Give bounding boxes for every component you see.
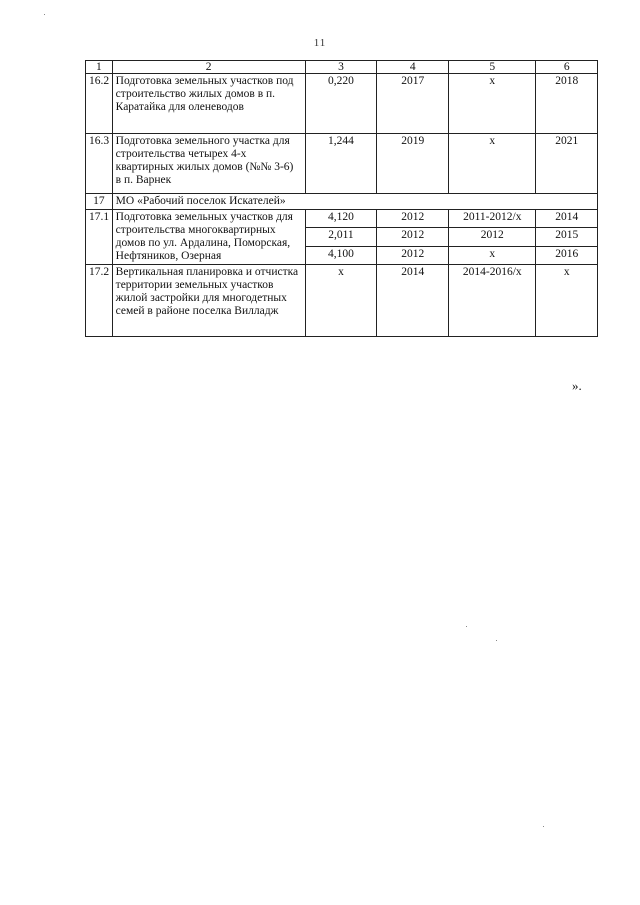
- data-table: [85, 60, 598, 337]
- row-period: х: [449, 74, 536, 134]
- header-col-2: 2: [112, 61, 305, 74]
- scan-speck: [44, 14, 45, 15]
- header-col-5: 5: [449, 61, 536, 74]
- row-end: 2014: [536, 210, 598, 228]
- row-period: 2014-2016/х: [449, 265, 536, 337]
- row-description: Подготовка земельных участков для строительства многоквартирных домов по ул. Ардалина, Поморская, Нефтяников, Озерная: [112, 210, 305, 265]
- row-number: 17.1: [86, 210, 113, 265]
- scan-speck: [543, 826, 544, 827]
- row-description: Подготовка земельного участка для строительства четырех 4-х квартирных жилых домов (№№ 3-6) в п. Варнек: [112, 134, 305, 194]
- row-number: 16.2: [86, 74, 113, 134]
- row-period: 2012: [449, 228, 536, 246]
- row-description: Вертикальная планировка и отчистка территории земельных участков жилой застройки для многодетных семей в районе поселка Вилладж: [112, 265, 305, 337]
- row-description: Подготовка земельных участков под строительство жилых домов в п. Каратайка для оленеводов: [112, 74, 305, 134]
- row-year: 2019: [377, 134, 449, 194]
- row-area: 4,100: [305, 246, 377, 264]
- section-title: МО «Рабочий поселок Искателей»: [112, 194, 597, 210]
- scan-speck: [466, 626, 467, 627]
- row-area: х: [305, 265, 377, 337]
- table-header-row: [86, 61, 598, 74]
- row-year: 2017: [377, 74, 449, 134]
- page-number: 11: [313, 37, 327, 49]
- row-number: 16.3: [86, 134, 113, 194]
- row-area: 2,011: [305, 228, 377, 246]
- row-area: 4,120: [305, 210, 377, 228]
- row-area: 0,220: [305, 74, 377, 134]
- row-period: х: [449, 246, 536, 264]
- header-col-3: 3: [305, 61, 377, 74]
- row-area: 1,244: [305, 134, 377, 194]
- table-row: [86, 134, 598, 194]
- header-col-6: 6: [536, 61, 598, 74]
- row-number: 17.2: [86, 265, 113, 337]
- row-period: х: [449, 134, 536, 194]
- section-number: 17: [86, 194, 113, 210]
- table-row: [86, 265, 598, 337]
- table-row: [86, 210, 598, 228]
- header-col-1: 1: [86, 61, 113, 74]
- row-end: х: [536, 265, 598, 337]
- row-year: 2012: [377, 246, 449, 264]
- row-end: 2018: [536, 74, 598, 134]
- header-col-4: 4: [377, 61, 449, 74]
- row-end: 2021: [536, 134, 598, 194]
- section-row: [86, 194, 598, 210]
- row-year: 2014: [377, 265, 449, 337]
- closing-quote-mark: ».: [572, 378, 582, 393]
- row-year: 2012: [377, 228, 449, 246]
- row-period: 2011-2012/х: [449, 210, 536, 228]
- row-end: 2015: [536, 228, 598, 246]
- scan-speck: [496, 640, 497, 641]
- row-year: 2012: [377, 210, 449, 228]
- table-row: [86, 74, 598, 134]
- row-end: 2016: [536, 246, 598, 264]
